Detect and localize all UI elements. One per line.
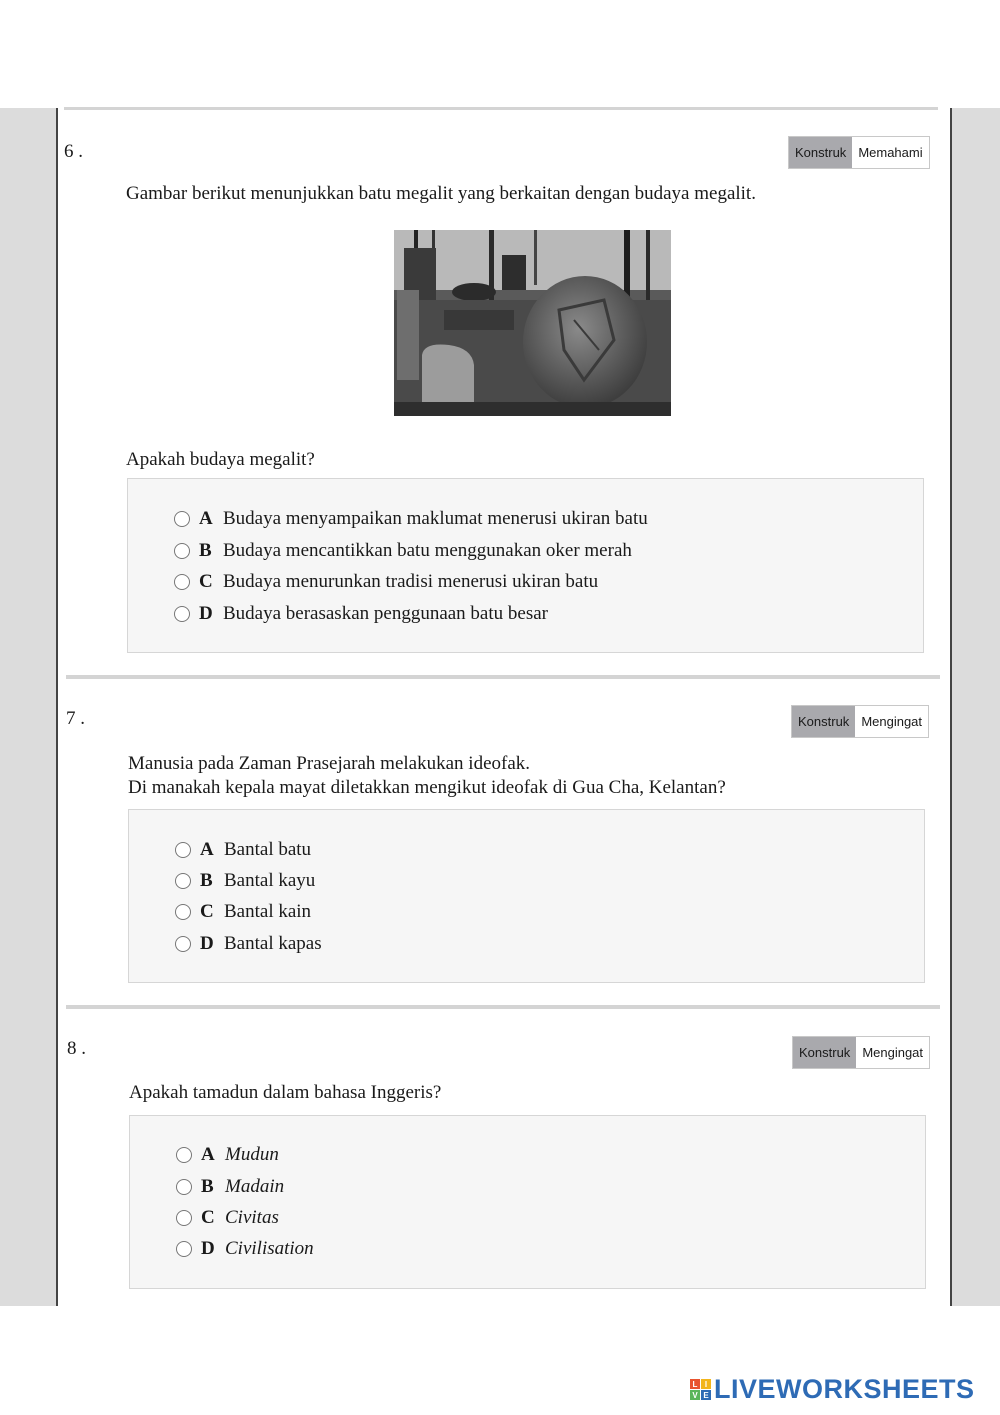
option-text: Budaya mencantikkan batu menggunakan oker merah: [223, 540, 632, 561]
construct-tag: Konstruk: [792, 706, 855, 737]
option-letter: B: [201, 1176, 214, 1197]
right-margin-panel: [950, 108, 1000, 1306]
option-text: Bantal kain: [224, 901, 312, 922]
radio-button[interactable]: [175, 873, 191, 889]
option-text: Bantal kapas: [224, 933, 322, 954]
option-letter: B: [200, 870, 213, 891]
option-letter: C: [201, 1207, 215, 1228]
level-tag: Mengingat: [855, 706, 928, 737]
option-letter: C: [199, 571, 213, 592]
option-c[interactable]: [176, 1205, 279, 1231]
radio-button[interactable]: [174, 543, 190, 559]
option-text: Budaya menyampaikan maklumat menerusi ukiran batu: [223, 508, 648, 529]
level-tag: Mengingat: [856, 1037, 929, 1068]
option-c[interactable]: [175, 899, 311, 925]
question-stem: Apakah tamadun dalam bahasa Inggeris?: [129, 1082, 442, 1103]
option-a[interactable]: [175, 837, 311, 863]
radio-button[interactable]: [176, 1210, 192, 1226]
logo-letter: L: [690, 1379, 700, 1389]
option-text: Budaya berasaskan penggunaan batu besar: [223, 603, 548, 624]
radio-button[interactable]: [174, 511, 190, 527]
question-divider: [66, 1005, 940, 1009]
question-tags: [791, 705, 929, 738]
option-d[interactable]: [176, 1236, 314, 1262]
option-d[interactable]: [175, 931, 322, 957]
construct-tag: Konstruk: [793, 1037, 856, 1068]
option-b[interactable]: [175, 868, 315, 894]
option-b[interactable]: [174, 538, 632, 564]
option-letter: D: [199, 603, 213, 624]
logo-letter: V: [690, 1390, 700, 1400]
question-number: 7 .: [66, 708, 85, 729]
options-box: [128, 809, 925, 983]
logo-mark-icon: [690, 1379, 711, 1400]
question-number: 6 .: [64, 141, 83, 162]
megalith-photo: [394, 230, 671, 416]
option-letter: D: [200, 933, 214, 954]
level-tag: Memahami: [852, 137, 928, 168]
question-tags: [792, 1036, 930, 1069]
liveworksheets-logo[interactable]: [690, 1374, 975, 1405]
radio-button[interactable]: [176, 1179, 192, 1195]
options-box: [129, 1115, 926, 1289]
question-number: 8 .: [67, 1038, 86, 1059]
option-a[interactable]: [174, 506, 648, 532]
option-letter: B: [199, 540, 212, 561]
option-letter: A: [200, 839, 214, 860]
option-text: Civilisation: [225, 1238, 314, 1259]
question-stem-line-1: Manusia pada Zaman Prasejarah melakukan ideofak.: [128, 753, 531, 774]
option-d[interactable]: [174, 601, 548, 627]
logo-letter: E: [701, 1390, 711, 1400]
radio-button[interactable]: [176, 1241, 192, 1257]
radio-button[interactable]: [176, 1147, 192, 1163]
radio-button[interactable]: [175, 936, 191, 952]
option-letter: C: [200, 901, 214, 922]
question-divider: [66, 675, 940, 679]
radio-button[interactable]: [174, 606, 190, 622]
construct-tag: Konstruk: [789, 137, 852, 168]
option-text: Mudun: [225, 1144, 279, 1165]
top-divider: [64, 107, 938, 110]
logo-letter: I: [701, 1379, 711, 1389]
brand-name: LIVEWORKSHEETS: [714, 1374, 975, 1404]
options-box: [127, 478, 924, 653]
option-text: Bantal batu: [224, 839, 312, 860]
radio-button[interactable]: [175, 904, 191, 920]
option-text: Madain: [225, 1176, 285, 1197]
option-a[interactable]: [176, 1142, 279, 1168]
option-letter: D: [201, 1238, 215, 1259]
left-margin-panel: [0, 108, 58, 1306]
option-text: Bantal kayu: [224, 870, 316, 891]
question-tags: [788, 136, 930, 169]
option-text: Civitas: [225, 1207, 279, 1228]
radio-button[interactable]: [175, 842, 191, 858]
radio-button[interactable]: [174, 574, 190, 590]
option-letter: A: [199, 508, 213, 529]
option-text: Budaya menurunkan tradisi menerusi ukiran batu: [223, 571, 599, 592]
question-stem: Apakah budaya megalit?: [126, 449, 315, 470]
option-c[interactable]: [174, 569, 598, 595]
option-b[interactable]: [176, 1174, 284, 1200]
option-letter: A: [201, 1144, 215, 1165]
question-intro: Gambar berikut menunjukkan batu megalit yang berkaitan dengan budaya megalit.: [126, 183, 756, 204]
question-stem-line-2: Di manakah kepala mayat diletakkan mengikut ideofak di Gua Cha, Kelantan?: [128, 777, 726, 798]
